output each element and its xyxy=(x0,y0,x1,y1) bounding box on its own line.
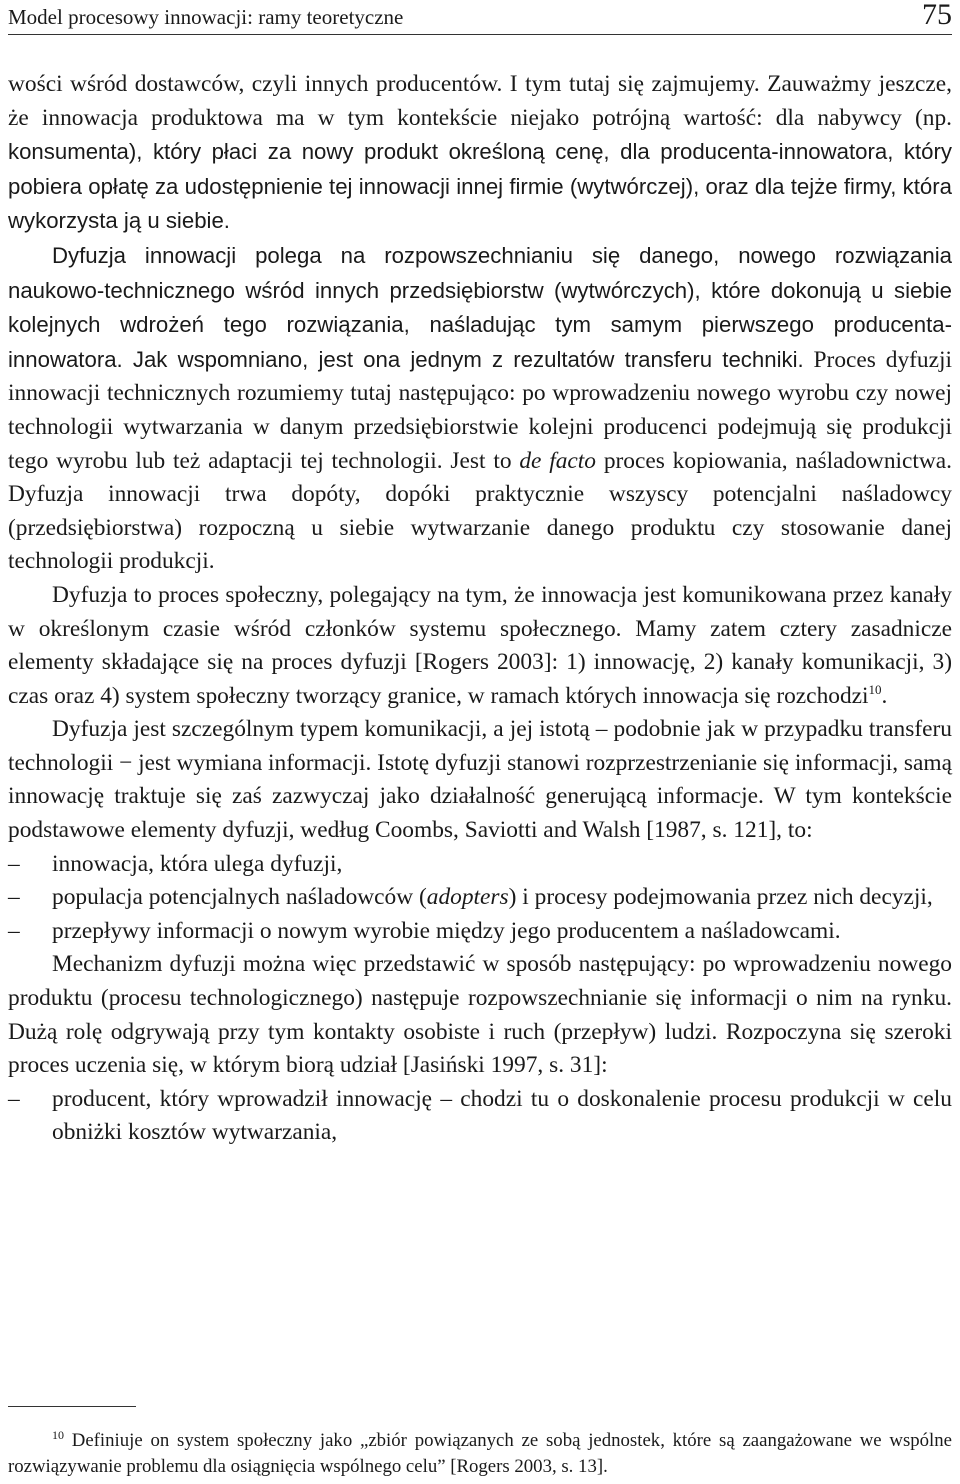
list-item-text: populacja potencjalnych naśladowców ( xyxy=(52,884,427,911)
footnote-number: 10 xyxy=(52,1428,64,1442)
running-header xyxy=(8,0,952,35)
bullet-list xyxy=(8,848,952,949)
paragraph-text: Proces dyfuzji innowacji technicznych rozumiemy tutaj następująco: po wprowadzeniu nowego wyrobu czy nowej technologii wytwarzania w danym przedsiębiorstwie kolejni producenci podejmują się produkcji tego wyrobu lub też adaptacji tej technologii. Jest to xyxy=(8,346,952,474)
paragraph-text: . xyxy=(881,682,888,709)
list-item-text: ) i procesy podejmowania przez nich decyzji, xyxy=(508,884,933,911)
list-item xyxy=(8,848,952,882)
emphasis-text: adopters xyxy=(426,884,509,911)
paragraph-text: proces kopiowania, naśladownictwa. Dyfuzja innowacji trwa dopóty, dopóki praktycznie wszyscy potencjalni naśladowcy (przedsiębiorstwa) rozpoczną u siebie wytwarzanie danego produktu czy stosowanie danej technologii produkcji. xyxy=(8,447,953,575)
footnote-divider xyxy=(8,1406,136,1407)
footnote-ref: 10 xyxy=(868,681,882,697)
list-item xyxy=(8,1083,952,1150)
paragraph xyxy=(8,579,952,713)
list-item xyxy=(8,915,952,949)
footnote-paragraph xyxy=(8,1428,952,1480)
running-title: Model procesowy innowacji: ramy teoretyczne xyxy=(8,5,404,29)
paragraph-text-sans: konsumenta), który płaci za nowy produkt określoną cenę, dla producenta-innowatora, który pobiera opłatę za udostępnienie tej innowacji innej firmie (wytwórczej), oraz dla tejże firmy, która wykorzysta ją u siebie. xyxy=(8,139,952,234)
paragraph-text-sans: Dyfuzja innowacji polega na rozpowszechnianiu się danego, nowego rozwiązania naukowo-technicznego wśród innych przedsiębiorstw (wytwórczych), które dokonują u siebie kolejnych wdrożeń tego rozwiązania, naśladując tym samym pierwszego producenta-innowatora. Jak wspomniano, jest ona jednym z rezultatów transferu techniki. xyxy=(8,242,952,372)
paragraph: Mechanizm dyfuzji można więc przedstawić w sposób następujący: po wprowadzeniu nowego produktu (procesu technologicznego) następuje rozpowszechnianie się informacji o nim na rynku. Dużą rolę odgrywają przy tym kontakty osobiste i ruch (przepływ) ludzi. Rozpoczyna się szeroki proces uczenia się, w którym biorą udział [Jasiński 1997, s. 31]: xyxy=(8,951,952,1079)
footnote-text: Definiuje on system społeczny jako „zbiór powiązanych ze sobą jednostek, które są zaangażowane we wspólne rozwiązywanie problemu dla osiągnięcia wspólnego celu” [Rogers 2003, s. 13]. xyxy=(8,1430,952,1477)
list-item-text: przepływy informacji o nowym wyrobie między jego producentem a naśladowcami. xyxy=(52,917,841,944)
bullet-list xyxy=(8,1083,952,1150)
paragraph-text: wości wśród dostawców, czyli innych producentów. I tym tutaj się zajmujemy. Zauważmy jeszcze, że innowacja produktowa ma w tym kontekście niejako potrójną wartość: dla nabywcy (np. xyxy=(8,71,952,131)
dash-bullet: – xyxy=(8,917,20,944)
dash-bullet: – xyxy=(8,884,20,911)
paragraph xyxy=(8,68,952,239)
paragraph: Dyfuzja jest szczególnym typem komunikacji, a jej istotą – podobnie jak w przypadku transferu technologii − jest wymiana informacji. Istotę dyfuzji stanowi rozprzestrzenianie się informacji, samą innowację traktuje się zaś zazwyczaj jako działalność generującą informacje. W tym kontekście podstawowe elementy dyfuzji, według Coombs, Saviotti and Walsh [1987, s. 121], to: xyxy=(8,716,952,844)
dash-bullet: – xyxy=(8,850,20,877)
footnote xyxy=(8,1428,952,1480)
paragraph-text: Dyfuzja to proces społeczny, polegający na tym, że innowacja jest komunikowana przez kanały w określonym czasie wśród członków systemu społecznego. Mamy zatem cztery zasadnicze elementy składające się na proces dyfuzji [Rogers 2003]: 1) innowację, 2) kanały komunikacji, 3) czas oraz 4) system społeczny tworzący granice, w ramach których innowacja się rozchodzi xyxy=(8,581,952,709)
page-number: 75 xyxy=(922,0,952,31)
paragraph xyxy=(8,239,952,579)
list-item-text: producent, który wprowadził innowację – chodzi tu o doskonalenie procesu produkcji w celu obniżki kosztów wytwarzania, xyxy=(52,1085,952,1146)
dash-bullet: – xyxy=(8,1085,20,1112)
list-item-text: innowacja, która ulega dyfuzji, xyxy=(52,850,343,877)
emphasis-text: de facto xyxy=(519,447,597,474)
body-text xyxy=(8,68,952,1150)
list-item xyxy=(8,881,952,915)
